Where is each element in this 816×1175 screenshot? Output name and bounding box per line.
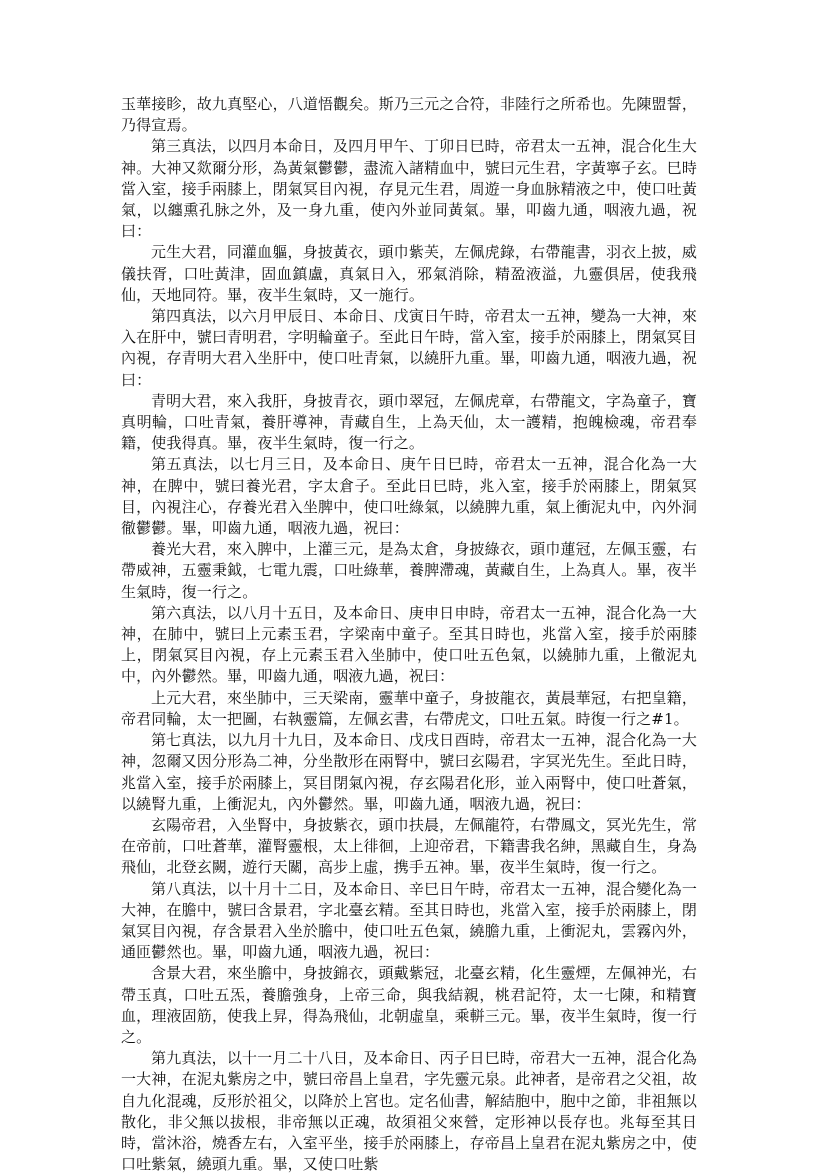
- paragraph-eighth-method-incantation: 含景大君，來坐膽中，身披錦衣，頭戴紫冠，北臺玄精，化生靈煙，左佩神光，右帶玉真，口吐五炁，養膽強身，上帝三命，與我結親，桃君記符，太一七陳，和精寶血，理液固筋，使我上昇，得為飛仙，北朝虛皇，乘軿三元。畢，夜半生氣時，復一行之。: [121, 964, 697, 1046]
- paragraph-ninth-method: 第九真法，以十一月二十八日，及本命日、丙子日巳時，帝君大一五神，混合化為一大神，在泥丸紫房之中，號曰帝昌上皇君，字先靈元泉。此神者，是帝君之父祖，故自九化混魂，反形於祖父，以降於上宮也。定名仙書，解結胞中，胞中之節，非祖無以散化，非父無以拔根，非帝無以正魂，故須祖父來營，定形神以長存也。兆每至其日時，當沐浴，燒香左右，入室平坐，接手於兩膝上，存帝昌上皇君在泥丸紫房之中，使口吐紫氣，繞頭九重。畢，又使口吐紫: [121, 1049, 697, 1174]
- paragraph-fifth-method-incantation: 養光大君，來入脾中，上灌三元，是為太倉，身披綠衣，頭巾蓮冠，左佩玉靈，右帶威神，五靈秉鉞，七電九震，口吐綠華，養脾滯魂，黃藏自生，上為真人。畢，夜半生氣時，復一行之。: [121, 540, 697, 601]
- paragraph-sixth-method-incantation: 上元大君，來坐肺中，三天梁南，靈華中童子，身披龍衣，黃晨華冠，右把皇籍，帝君同輪，太一把圖，右執靈篇，左佩玄書，右帶虎文，口吐五氣。時復一行之#1。: [121, 688, 697, 728]
- document-page: [121, 94, 697, 1175]
- paragraph-fifth-method: 第五真法，以七月三日，及本命日、庚午日巳時，帝君太一五神，混合化為一大神，在脾中，號曰養光君，字太倉子。至此日巳時，兆入室，接手於兩膝上，閉氣冥目，內視注心，存養光君入坐脾中，使口吐綠氣，以繞脾九重，氣上衝泥丸中，內外洞徹鬱鬱。畢，叩齒九通，咽液九過，祝曰：: [121, 455, 697, 538]
- paragraph-intro-continuation: 玉華接眕，故九真堅心，八道悟觀矣。斯乃三元之合符，非陸行之所希也。先陳盟誓，乃得宣焉。: [121, 95, 697, 135]
- paragraph-eighth-method: 第八真法，以十月十二日，及本命日、辛巳日午時，帝君太一五神，混合變化為一大神，在膽中，號曰含景君，字北臺玄精。至其日時也，兆當入室，接手於兩膝上，閉氣冥目內視，存含景君入坐於膽中，使口吐五色氣，繞膽九重，上衝泥丸，雲霧內外，通匝鬱然也。畢，叩齒九通，咽液九過，祝曰：: [121, 879, 697, 962]
- paragraph-seventh-method: 第七真法，以九月十九日，及本命日、戊戌日酉時，帝君太一五神，混合化為一大神，忽爾又因分形為二神，分坐散形在兩腎中，號曰玄陽君，字冥光先生。至此日時，兆當入室，接手於兩膝上，冥目閉氣內視，存玄陽君化形，並入兩腎中，使口吐蒼氣，以繞腎九重，上衝泥丸，內外鬱然。畢，叩齒九通，咽液九過，祝曰：: [121, 731, 697, 813]
- paragraph-fourth-method: 第四真法，以六月甲辰日、本命日、戊寅日午時，帝君太一五神，變為一大神，來入在肝中，號曰青明君，字明輪童子。至此日午時，當入室，接手於兩膝上，閉氣冥目內視，存青明大君入坐肝中，使口吐青氣，以繞肝九重。畢，叩齒九通，咽液九過，祝曰：: [121, 307, 697, 389]
- paragraph-sixth-method: 第六真法，以八月十五日，及本命日、庚申日申時，帝君太一五神，混合化為一大神，在肺中，號曰上元素玉君，字梁南中童子。至其日時也，兆當入室，接手於兩膝上，閉氣冥目內視，存上元素玉君入坐肺中，使口吐五色氣，以繞肺九重，上徹泥丸中，內外鬱然。畢，叩齒九通，咽液九過，祝曰：: [121, 603, 697, 686]
- paragraph-third-method: 第三真法，以四月本命日，及四月甲午、丁卯日巳時，帝君太一五神，混合化生大神。大神又欻爾分形，為黃氣鬱鬱，盡流入諸精血中，號曰元生君，字黃寧子玄。巳時當入室，接手兩膝上，閉氣冥目內視，存見元生君，周遊一身血脉精液之中，使口吐黃氣，以纏熏孔脉之外，及一身九重，使內外並同黃氣。畢，叩齒九通，咽液九過，祝曰：: [121, 137, 697, 241]
- paragraph-seventh-method-incantation: 玄陽帝君，入坐腎中，身披紫衣，頭巾扶晨，左佩龍符，右帶鳳文，冥光先生，常在帝前，口吐蒼華，灌腎靈根，太上徘徊，上迎帝君，下籍書我名紳，黑藏自生，身為飛仙，北登玄闕，遊行天關，高步上虛，携手五神。畢，夜半生氣時，復一行之。: [121, 815, 697, 877]
- paragraph-third-method-incantation: 元生大君，同灌血軀，身披黃衣，頭巾紫芙，左佩虎錄，右帶龍書，羽衣上披，威儀扶胥，口吐黃津，固血鎮盧，真氣日入，邪氣消除，精盈液溢，九靈俱居，使我飛仙，天地同符。畢，夜半生氣時，又一施行。: [121, 243, 697, 304]
- paragraph-fourth-method-incantation: 青明大君，來入我肝，身披青衣，頭巾翠冠，左佩虎章，右帶龍文，字為童子，寶真明輪，口吐青氣，養肝導神，青藏自生，上為天仙，太一護精，抱魄檢魂，帝君奉籍，使我得真。畢，夜半生氣時，復一行之。: [121, 391, 697, 453]
